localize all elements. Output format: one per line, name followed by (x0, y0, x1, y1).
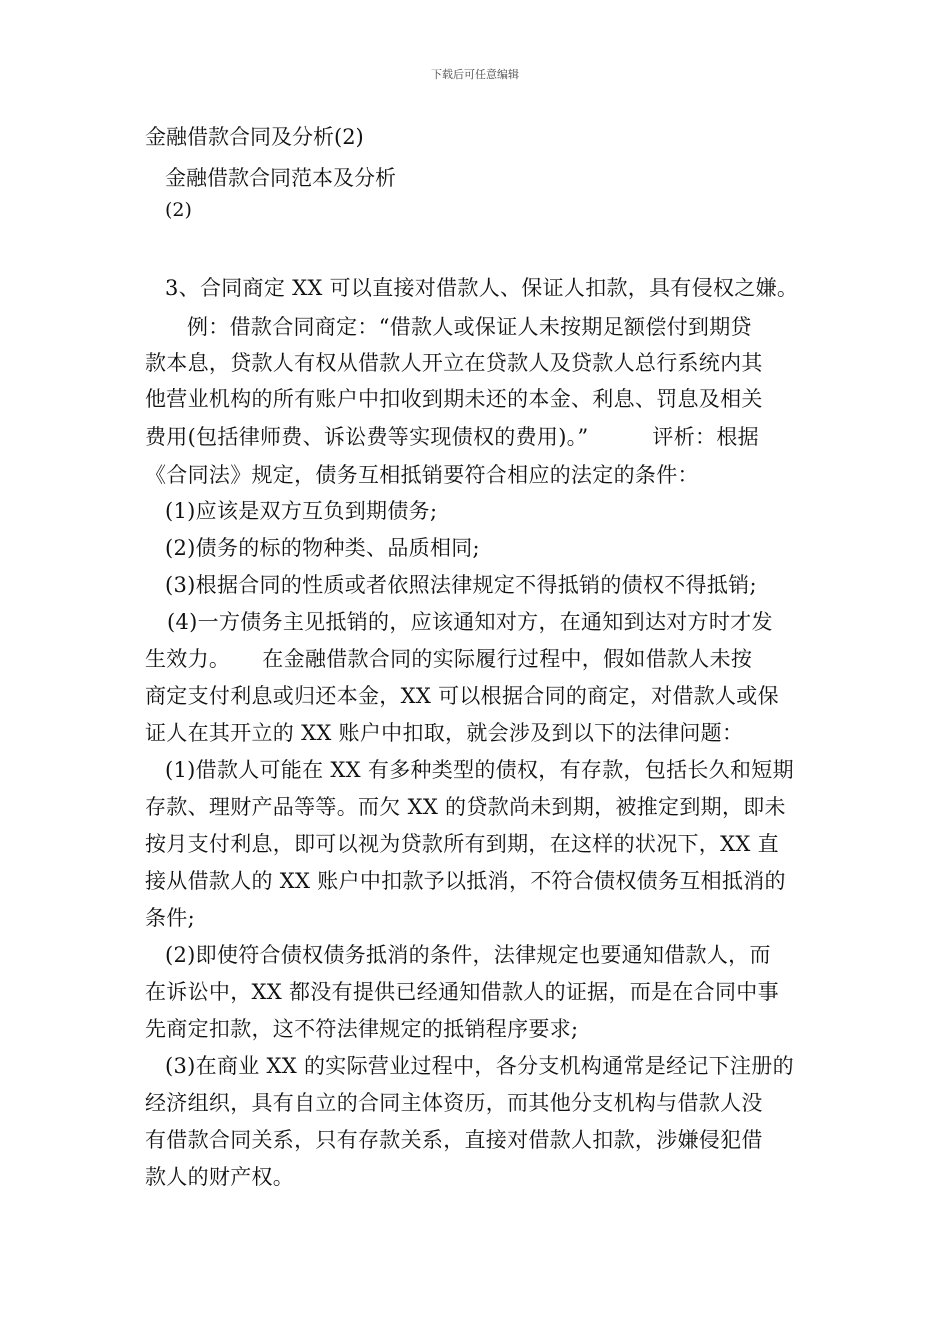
body-line: 费用(包括律师费、诉讼费等实现债权的费用)。” 评析：根据 (145, 425, 759, 449)
document-subtitle: 金融借款合同范本及分析 (165, 166, 396, 190)
document-subtitle-number: (2) (165, 199, 192, 221)
body-line: 款本息，贷款人有权从借款人开立在贷款人及贷款人总行系统内其 (145, 351, 763, 375)
body-line: 例：借款合同商定：“借款人或保证人未按期足额偿付到期贷 (187, 315, 752, 339)
body-line: 他营业机构的所有账户中扣收到期未还的本金、利息、罚息及相关 (145, 387, 763, 411)
body-line: 商定支付利息或归还本金，XX 可以根据合同的商定，对借款人或保 (145, 684, 779, 708)
body-line: 证人在其开立的 XX 账户中扣取，就会涉及到以下的法律问题： (145, 721, 744, 745)
body-line: (3)在商业 XX 的实际营业过程中，各分支机构通常是经记下注册的 (165, 1054, 794, 1078)
body-line: (1)借款人可能在 XX 有多种类型的债权，有存款，包括长久和短期 (165, 758, 794, 782)
body-line: 条件; (145, 906, 195, 930)
body-line: (2)即使符合债权债务抵消的条件，法律规定也要通知借款人，而 (165, 943, 771, 967)
body-line: 款人的财产权。 (145, 1165, 295, 1189)
body-line: 在诉讼中，XX 都没有提供已经通知借款人的证据，而是在合同中事 (145, 980, 779, 1004)
body-line: (3)根据合同的性质或者依照法律规定不得抵销的债权不得抵销; (165, 573, 757, 597)
body-line: 先商定扣款，这不符法律规定的抵销程序要求; (145, 1017, 579, 1041)
body-line: 生效力。 在金融借款合同的实际履行过程中，假如借款人未按 (145, 647, 753, 671)
body-line: (1)应该是双方互负到期债务; (165, 499, 438, 523)
body-line: 经济组织，具有自立的合同主体资历，而其他分支机构与借款人没 (145, 1091, 763, 1115)
body-line: 按月支付利息，即可以视为贷款所有到期，在这样的状况下，XX 直 (145, 832, 779, 856)
body-line: 有借款合同关系，只有存款关系，直接对借款人扣款，涉嫌侵犯借 (145, 1128, 763, 1152)
body-line: 《合同法》规定，债务互相抵销要符合相应的法定的条件： (145, 463, 699, 487)
body-line: 存款、理财产品等等。而欠 XX 的贷款尚未到期，被推定到期，即未 (145, 795, 786, 819)
body-line: (4)一方债务主见抵销的，应该通知对方，在通知到达对方时才发 (167, 610, 773, 634)
document-title: 金融借款合同及分析(2) (145, 125, 364, 149)
body-line: 3、合同商定 XX 可以直接对借款人、保证人扣款，具有侵权之嫌。 (165, 276, 799, 300)
body-line: 接从借款人的 XX 账户中扣款予以抵消，不符合债权债务互相抵消的 (145, 869, 786, 893)
header-note: 下载后可任意编辑 (431, 68, 519, 81)
body-line: (2)债务的标的物种类、品质相同; (165, 536, 480, 560)
